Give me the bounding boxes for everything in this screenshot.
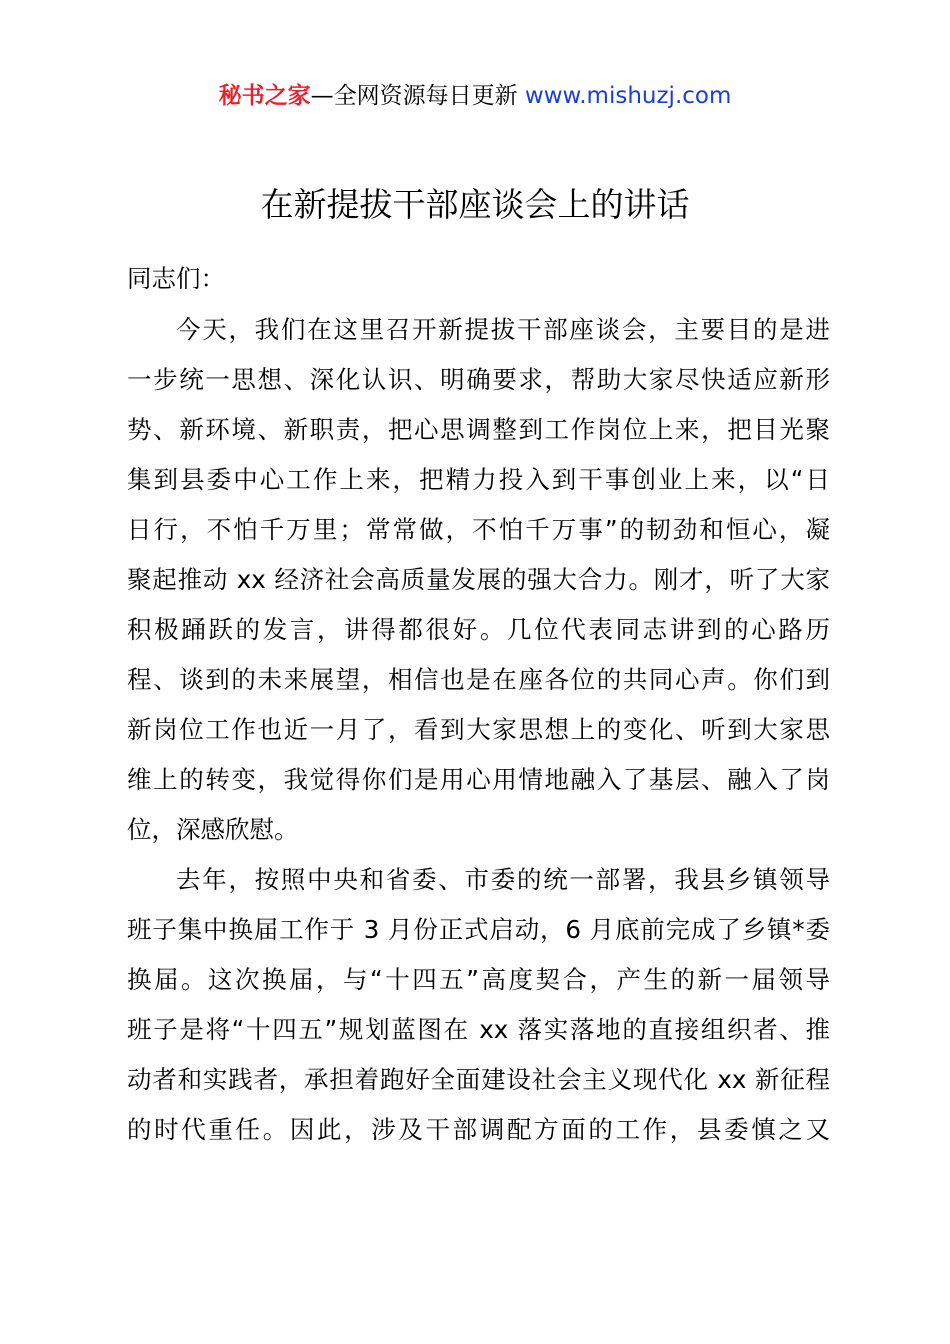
paragraph-line: 位，深感欣慰。 xyxy=(127,815,299,844)
site-header xyxy=(0,80,950,112)
paragraph-line: 一步统一思想、深化认识、明确要求，帮助大家尽快适应新形 xyxy=(127,365,830,394)
paragraph-line: 程、谈到的未来展望，相信也是在座各位的共同心声。你们到 xyxy=(127,665,830,694)
paragraph-line: 今天，我们在这里召开新提拔干部座谈会，主要目的是进 xyxy=(176,315,830,344)
paragraph-line: 聚起推动 xx 经济社会高质量发展的强大合力。刚才，听了大家 xyxy=(127,565,830,594)
paragraph-line: 维上的转变，我觉得你们是用心用情地融入了基层、融入了岗 xyxy=(127,765,830,794)
paragraph-line: 集到县委中心工作上来，把精力投入到干事创业上来，以“日 xyxy=(127,465,830,494)
paragraph-line: 班子集中换届工作于 3 月份正式启动，6 月底前完成了乡镇*委 xyxy=(127,915,830,944)
document-title: 在新提拔干部座谈会上的讲话 xyxy=(260,185,690,224)
paragraph-line: 班子是将“十四五”规划蓝图在 xx 落实落地的直接组织者、推 xyxy=(127,1015,830,1044)
header-tagline: —全网资源每日更新 xyxy=(310,83,525,109)
paragraph-line: 日行，不怕千万里；常常做，不怕千万事”的韧劲和恒心，凝 xyxy=(127,515,830,544)
paragraph-line: 换届。这次换届，与“十四五”高度契合，产生的新一届领导 xyxy=(127,965,830,994)
paragraph-line: 势、新环境、新职责，把心思调整到工作岗位上来，把目光聚 xyxy=(127,415,830,444)
brand-name: 秘书之家 xyxy=(218,83,311,109)
salutation: 同志们： xyxy=(127,264,225,293)
site-url-link[interactable]: www.mishuzj.com xyxy=(524,83,732,109)
paragraph-line: 新岗位工作也近一月了，看到大家思想上的变化、听到大家思 xyxy=(127,715,830,744)
paragraph-line: 积极踊跃的发言，讲得都很好。几位代表同志讲到的心路历 xyxy=(127,615,830,644)
paragraph-line: 动者和实践者，承担着跑好全面建设社会主义现代化 xx 新征程 xyxy=(127,1065,830,1094)
paragraph-line: 去年，按照中央和省委、市委的统一部署，我县乡镇领导 xyxy=(176,865,830,894)
paragraph-line: 的时代重任。因此，涉及干部调配方面的工作，县委慎之又 xyxy=(127,1115,830,1144)
